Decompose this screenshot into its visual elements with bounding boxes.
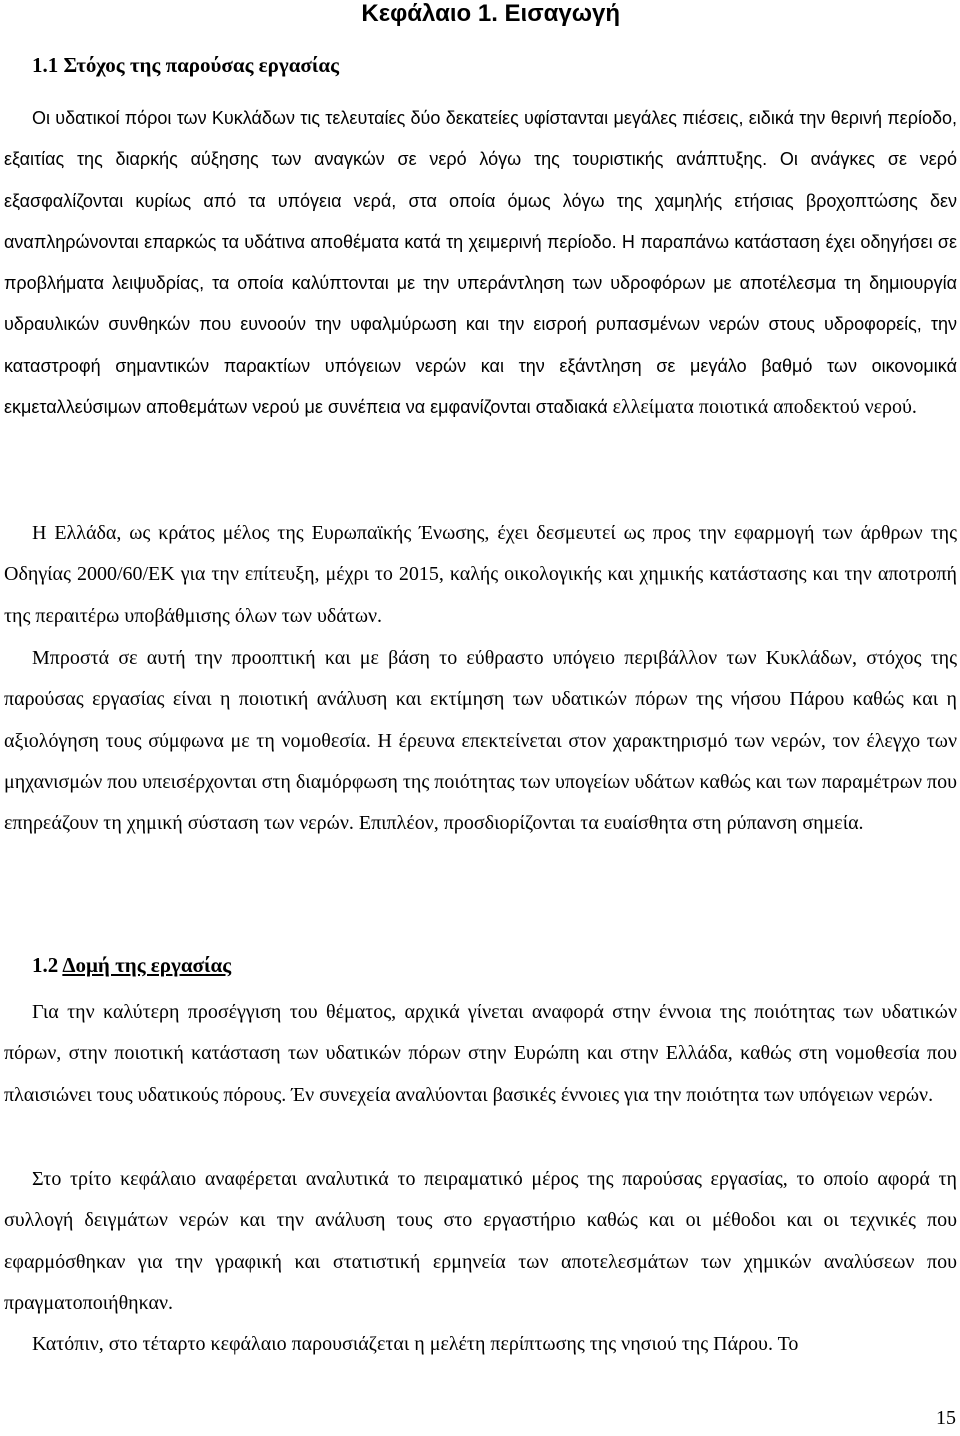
paragraph-text: Για την καλύτερη προσέγγιση του θέματος, αρχικά γίνεται αναφορά στην έννοια της ποιότητας των υδατικών πόρων, στην ποιοτική κατάσταση των υδατικών πόρων στην Ευρώπη και στην Ελλάδα, καθώς στη νομοθεσία που πλαισιώνει τους υδατικούς πόρους. Έν συνεχεία αναλύονται βασικές έννοιες για την ποιότητα των υπόγειων νερών. xyxy=(4,1001,957,1106)
page-number: 15 xyxy=(936,1407,956,1429)
paragraph-text: ελλείματα ποιοτικά αποδεκτού νερού. xyxy=(607,396,917,419)
paragraph-greece-eu xyxy=(4,513,957,637)
paragraph-study-goal xyxy=(4,638,957,844)
paragraph-text: Στο τρίτο κεφάλαιο αναφέρεται αναλυτικά το πειραματικό μέρος της παρούσας εργασίας, το οποίο αφορά τη συλλογή δειγμάτων νερών και την ανάλυση τους στο εργαστήριο καθώς και οι μέθοδοι και οι τεχνικές που εφαρμόσθηκαν για την γραφική και στατιστική ερμηνεία των αποτελεσμάτων των χημικών αναλύσεων που πραγματοποιήθηκαν. xyxy=(4,1168,957,1314)
paragraph-text: Η έρευνα επεκτείνεται στον χαρακτηρισμό των νερών, τον έλεγχο των μηχανισμών που υπεισέρχονται στη διαμόρφωση της ποιότητας των υπογείων υδάτων καθώς και των παραμέτρων που επηρεάζουν τη χημική σύσταση των νερών. Επιπλέον, προσδιορίζονται τα ευαίσθητα στη ρύπανση σημεία. xyxy=(4,729,957,835)
section-title-structure xyxy=(32,952,231,978)
paragraph-text: Η Ελλάδα, ως κράτος μέλος της Ευρωπαϊκής Ένωσης, έχει δεσμευτεί ως προς την εφαρμογή των άρθρων της Οδηγίας 2000/60/ΕΚ για την επίτευξη, μέχρι το 2015, καλής οικολογικής και χημικής κατάστασης και την αποτροπή της περαιτέρω υποβάθμισης όλων των υδάτων. xyxy=(4,522,957,627)
paragraph-text: Κατόπιν, στο τέταρτο κεφάλαιο παρουσιάζεται η μελέτη περίπτωσης της νησιού της Πάρου. Το xyxy=(32,1333,799,1355)
section-number: 1.2 xyxy=(32,953,63,977)
paragraph-approach xyxy=(4,992,957,1116)
paragraph-water-pressures xyxy=(4,98,957,428)
paragraph-text: Οι υδατικοί πόροι των Κυκλάδων τις τελευταίες δύο δεκατείες υφίστανται μεγάλες πιέσεις, ειδικά την θερινή περίοδο, εξαιτίας της διαρκής αύξησης των αναγκών σε νερό λόγω της τουριστικής ανάπτυξης. Οι ανάγκες σε νερό εξασφαλίζονται κυρίως από τα υπόγεια νερά, στα οποία όμως λόγω της χαμηλής ετήσιας βροχοπτώσης δεν αναπληρώνονται επαρκώς τα υδάτινα αποθέματα κατά τη χειμερινή περίοδο. Η παραπάνω κατάσταση έχει οδηγήσει σε προβλήματα λειψυδρίας, τα οποία καλύπτονται με την υπεράντληση των υδροφόρων με αποτέλεσμα τη δημιουργία υδραυλικών συνθηκών που ευνοούν την υφαλμύρωση και την εισροή ρυπασμένων νερών στους υδροφορείς, την καταστροφή σημαντικών παρακτίων υπόγειων νερών και την εξάντληση σε μεγάλο βαθμό των οικονομικά εκμεταλλεύσιμων αποθεμάτων νερού με συνέπεια να εμφανίζονται σταδιακά xyxy=(4,108,957,418)
section-title-goal: 1.1 Στόχος της παρούσας εργασίας xyxy=(32,53,339,77)
section-title-text: Δομή της εργασίας xyxy=(62,953,232,977)
paragraph-chapter-four xyxy=(4,1324,957,1365)
paragraph-chapter-three xyxy=(4,1159,957,1324)
paragraph-text: Μπροστά σε αυτή την προοπτική και με βάση το εύθραστο υπόγειο περιβάλλον των Κυκλάδων, στόχος της παρούσας εργασίας είναι η ποιοτική ανάλυση και εκτίμηση των υδατικών πόρων της νήσου Πάρου καθώς και η αξιολόγηση τους σύμφωνα με τη νομοθεσία. xyxy=(4,647,957,752)
chapter-title: Κεφάλαιο 1. Εισαγωγή xyxy=(361,0,620,27)
